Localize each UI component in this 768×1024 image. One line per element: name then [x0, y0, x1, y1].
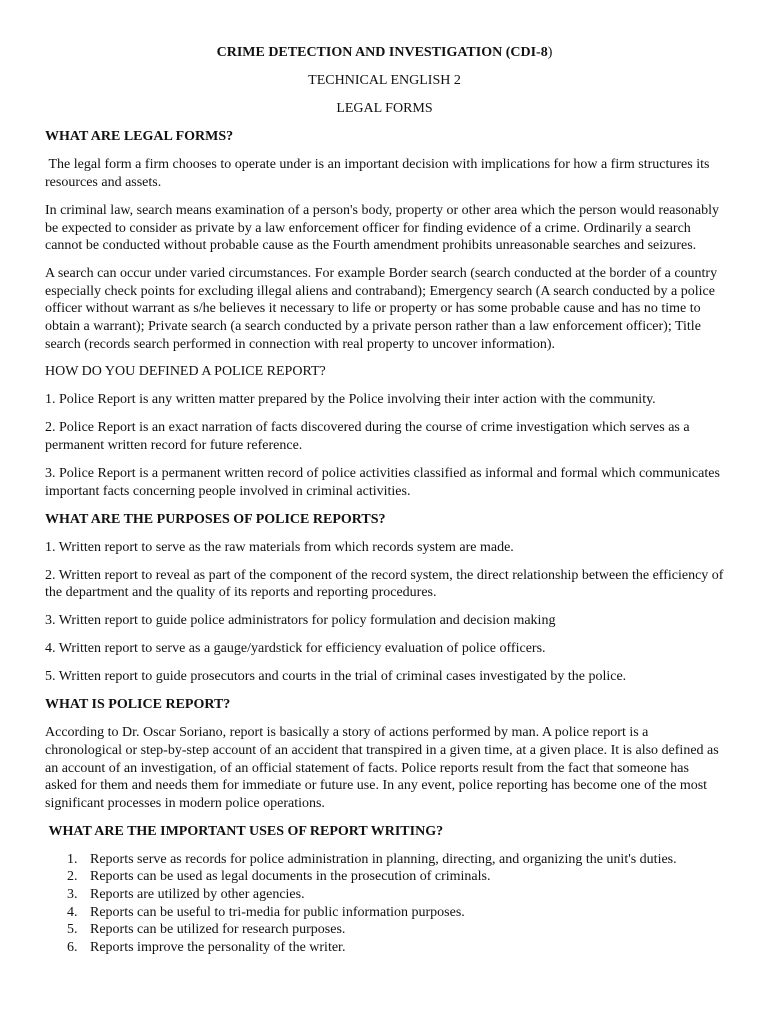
section-heading-purposes: WHAT ARE THE PURPOSES OF POLICE REPORTS?: [45, 511, 386, 527]
document-title-close: ): [547, 45, 553, 60]
definition-item: 3. Police Report is a permanent written record of police activities classified as informal and formal which communicates important facts concerning people involved in criminal activities.: [45, 466, 720, 499]
list-item: [45, 868, 724, 886]
list-item: [45, 921, 724, 939]
list-item-text: Reports are utilized by other agencies.: [90, 886, 305, 902]
purpose-item: 3. Written report to guide police administrators for policy formulation and decision making: [45, 613, 556, 629]
list-item-number: 4.: [67, 904, 78, 920]
list-item: [45, 939, 724, 957]
list-item-text: Reports improve the personality of the writer.: [90, 939, 346, 955]
section-heading-police-report-definition: HOW DO YOU DEFINED A POLICE REPORT?: [45, 364, 326, 380]
document-title-text: CRIME DETECTION AND INVESTIGATION (CDI-8: [216, 45, 548, 60]
list-item-number: 1.: [67, 851, 78, 867]
uses-list: [45, 851, 724, 957]
list-item-number: 2.: [67, 869, 78, 885]
list-item-text: Reports serve as records for police administration in planning, directing, and organizing the unit's duties.: [90, 851, 677, 867]
document-title: [45, 44, 724, 62]
section-heading-uses: WHAT ARE THE IMPORTANT USES OF REPORT WRITING?: [45, 823, 444, 839]
list-item-text: Reports can be utilized for research purposes.: [90, 922, 346, 938]
purpose-item: 5. Written report to guide prosecutors and courts in the trial of criminal cases investigated by the police.: [45, 669, 627, 685]
paragraph-search-types: A search can occur under varied circumstances. For example Border search (search conducted at the border of a country especially check points for excluding illegal aliens and contraband); Emergency search (A search conducted by a police officer without warrant as s/he believes it necessary to life or property or has some probable cause and has no time to obtain a warrant); Private search (a search conducted by a private person rather than a law enforcement officer); Title search (records search performed in connection with real property to uncover information).: [45, 266, 718, 352]
list-item: [45, 886, 724, 904]
list-item: [45, 851, 724, 869]
list-item: [45, 904, 724, 922]
section-heading-legal-forms: WHAT ARE LEGAL FORMS?: [45, 129, 234, 145]
section-heading-what-is-police-report: WHAT IS POLICE REPORT?: [45, 697, 231, 713]
paragraph-soriano-definition: According to Dr. Oscar Soriano, report is basically a story of actions performed by man. A police report is a chronological or step-by-step account of an accident that transpired in a given time, at a given place. It is also defined as an account of an investigation, of an official statement of facts. Police reports result from the fact that someone has asked for them and needs them for immediate or future use. In any event, police reporting has become one of the most significant processes in modern police operations.: [45, 725, 719, 811]
document-subtitle: TECHNICAL ENGLISH 2: [308, 73, 461, 89]
purpose-item: 1. Written report to serve as the raw materials from which records system are made.: [45, 539, 514, 555]
document-topic: LEGAL FORMS: [336, 101, 433, 117]
list-item-text: Reports can be useful to tri-media for public information purposes.: [90, 904, 465, 920]
paragraph-search-definition: In criminal law, search means examination of a person's body, property or other area which the person would reasonably be expected to consider as private by a law enforcement officer for finding evidence of a crime. Ordinarily a search cannot be conducted without probable cause as the Fourth amendment prohibits unreasonable searches and seizures.: [45, 202, 720, 254]
list-item-number: 6.: [67, 939, 78, 955]
definition-item: 1. Police Report is any written matter prepared by the Police involving their inter action with the community.: [45, 392, 656, 408]
purpose-item: 4. Written report to serve as a gauge/yardstick for efficiency evaluation of police officers.: [45, 641, 546, 657]
purpose-item: 2. Written report to reveal as part of the component of the record system, the direct relationship between the efficiency of the department and the quality of its reports and reporting procedures.: [45, 567, 724, 601]
list-item-text: Reports can be used as legal documents in the prosecution of criminals.: [90, 869, 491, 885]
paragraph-legal-form: The legal form a firm chooses to operate under is an important decision with implications for how a firm structures its resources and assets.: [45, 157, 713, 190]
list-item-number: 3.: [67, 886, 78, 902]
definition-item: 2. Police Report is an exact narration of facts discovered during the course of crime investigation which serves as a permanent written record for future reference.: [45, 420, 690, 454]
list-item-number: 5.: [67, 922, 78, 938]
